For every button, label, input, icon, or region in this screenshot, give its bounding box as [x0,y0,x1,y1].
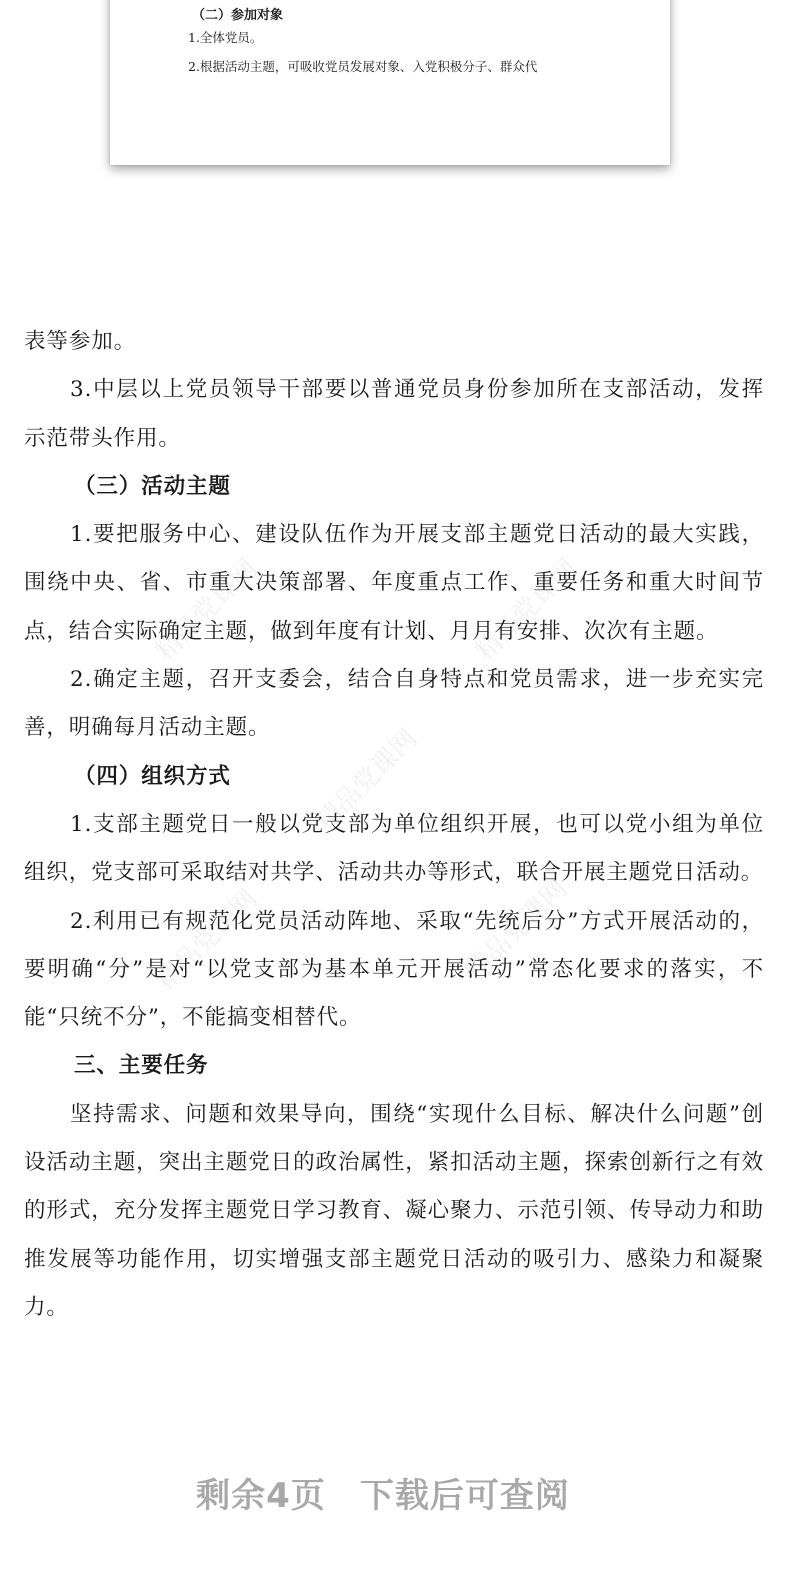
section-heading: （三）活动主题 [74,473,231,499]
watermark: 精品党课网 [150,883,264,997]
paragraph: 表等参加。 [24,329,137,354]
preview-line-1: 1.全体党员。 [188,30,263,45]
watermark: 精品党课网 [470,553,584,667]
paragraph: 2.利用已有规范化党员活动阵地、采取“先统后分”方式开展活动的，要明确“分”是对“以党支部为基本单元开展活动”常态化要求的落实，不能“只统不分”，不能搞变相替代。 [24,908,764,1031]
paragraph: 坚持需求、问题和效果导向，围绕“实现什么目标、解决什么问题”创设活动主题，突出主题党日的政治属性，紧扣活动主题，探索创新行之有效的形式，充分发挥主题党日学习教育、凝心聚力、示范引领、传导动力和助推发展等功能作用，切实增强支部主题党日活动的吸引力、感染力和凝聚力。 [24,1101,764,1320]
paragraph: 2.确定主题，召开支委会，结合自身特点和党员需求，进一步充实完善，明确每月活动主题。 [24,667,764,741]
watermark: 精品党课网 [150,553,264,667]
remaining-pages-label: 剩余4页 [196,1476,326,1516]
document-body [24,318,764,1332]
download-to-view-label: 下载后可查阅 [359,1476,570,1516]
watermark: 精品党课网 [310,723,424,837]
section-heading: （四）组织方式 [74,763,231,789]
watermark: 精品党课网 [460,873,574,987]
document-preview-card [110,0,670,165]
preview-heading: （二）参加对象 [192,8,284,23]
paragraph: 1.支部主题党日一般以党支部为单位组织开展，也可以党小组为单位组织，党支部可采取结对共学、活动共办等形式，联合开展主题党日活动。 [24,811,764,886]
preview-line-2: 2.根据活动主题，可吸收党员发展对象、入党积极分子、群众代 [188,59,538,74]
paragraph: 3.中层以上党员领导干部要以普通党员身份参加所在支部活动，发挥示范带头作用。 [24,377,764,451]
section-heading: 三、主要任务 [74,1053,209,1079]
paragraph: 1.要把服务中心、建设队伍作为开展支部主题党日活动的最大实践，围绕中央、省、市重大决策部署、年度重点工作、重要任务和重大时间节点，结合实际确定主题，做到年度有计划、月月有安排、次次有主题。 [24,522,764,644]
download-prompt[interactable] [0,1468,766,1517]
